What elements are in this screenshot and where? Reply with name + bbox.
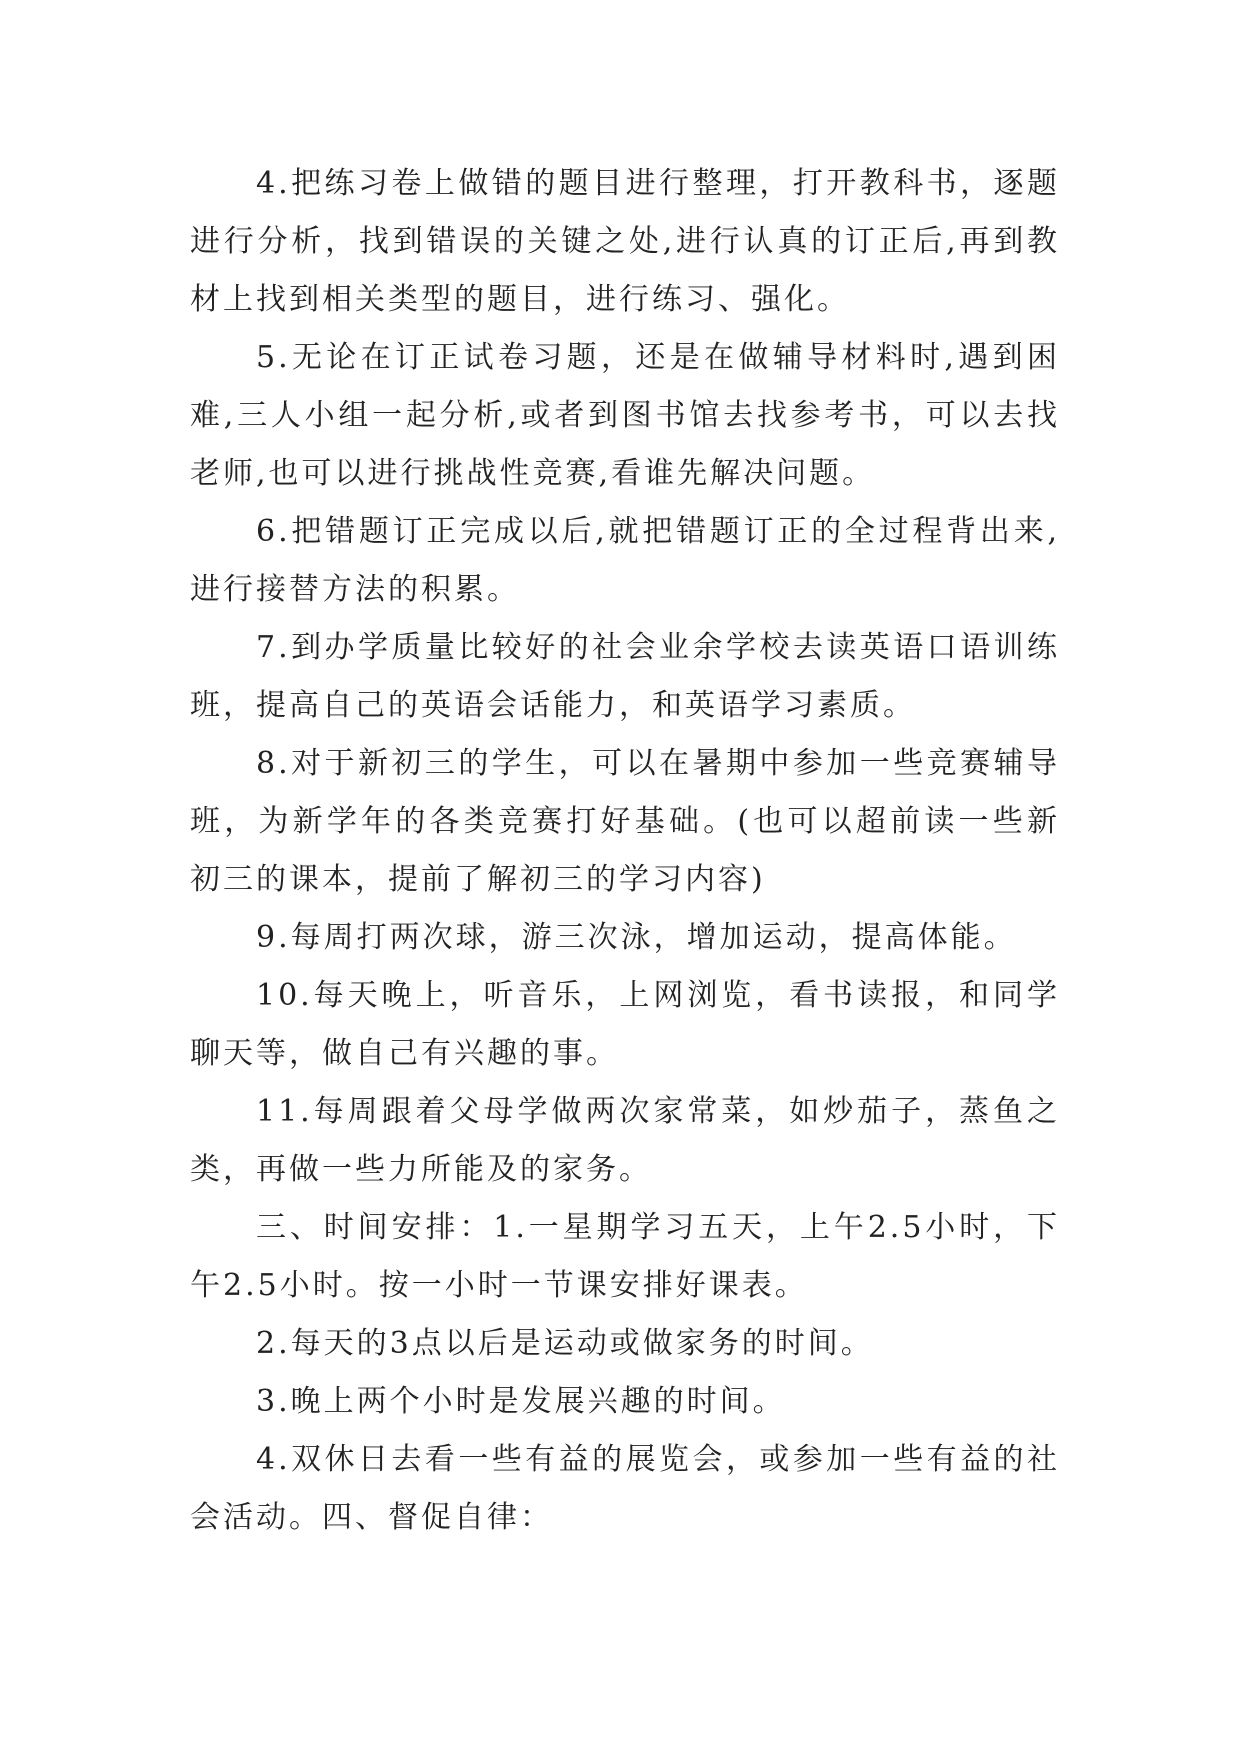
paragraph-schedule-4-weekend: 4.双休日去看一些有益的展览会，或参加一些有益的社会活动。四、督促自律：: [190, 1442, 1060, 1535]
document-body: [190, 155, 1060, 1547]
paragraph-item-11-cooking: 11.每周跟着父母学做两次家常菜，如炒茄子，蒸鱼之类，再做一些力所能及的家务。: [190, 1094, 1060, 1187]
paragraph-item-5-group-study: 5.无论在订正试卷习题，还是在做辅导材料时,遇到困难,三人小组一起分析,或者到图书馆去找参考书，可以去找老师,也可以进行挑战性竞赛,看谁先解决问题。: [190, 340, 1060, 491]
paragraph-item-4-error-review: 4.把练习卷上做错的题目进行整理，打开教科书，逐题进行分析，找到错误的关键之处,进行认真的订正后,再到教材上找到相关类型的题目，进行练习、强化。: [190, 166, 1060, 317]
paragraph-item-7-english-class: 7.到办学质量比较好的社会业余学校去读英语口语训练班，提高自己的英语会话能力，和英语学习素质。: [190, 630, 1060, 723]
paragraph-item-6-method-accumulation: 6.把错题订正完成以后,就把错题订正的全过程背出来,进行接替方法的积累。: [190, 514, 1060, 607]
paragraph-schedule-2-afternoon: 2.每天的3点以后是运动或做家务的时间。: [256, 1326, 874, 1361]
paragraph-item-10-evening-hobbies: 10.每天晚上，听音乐，上网浏览，看书读报，和同学聊天等，做自己有兴趣的事。: [190, 978, 1060, 1071]
paragraph-item-8-competition-class: 8.对于新初三的学生，可以在暑期中参加一些竞赛辅导班，为新学年的各类竞赛打好基础。(也可以超前读一些新初三的课本，提前了解初三的学习内容): [190, 746, 1060, 897]
paragraph-schedule-3-evening: 3.晚上两个小时是发展兴趣的时间。: [256, 1384, 786, 1419]
paragraph-section-3-schedule: 三、时间安排：1.一星期学习五天，上午2.5小时，下午2.5小时。按一小时一节课安排好课表。: [190, 1210, 1060, 1303]
paragraph-item-9-exercise: 9.每周打两次球，游三次泳，增加运动，提高体能。: [256, 920, 1017, 955]
